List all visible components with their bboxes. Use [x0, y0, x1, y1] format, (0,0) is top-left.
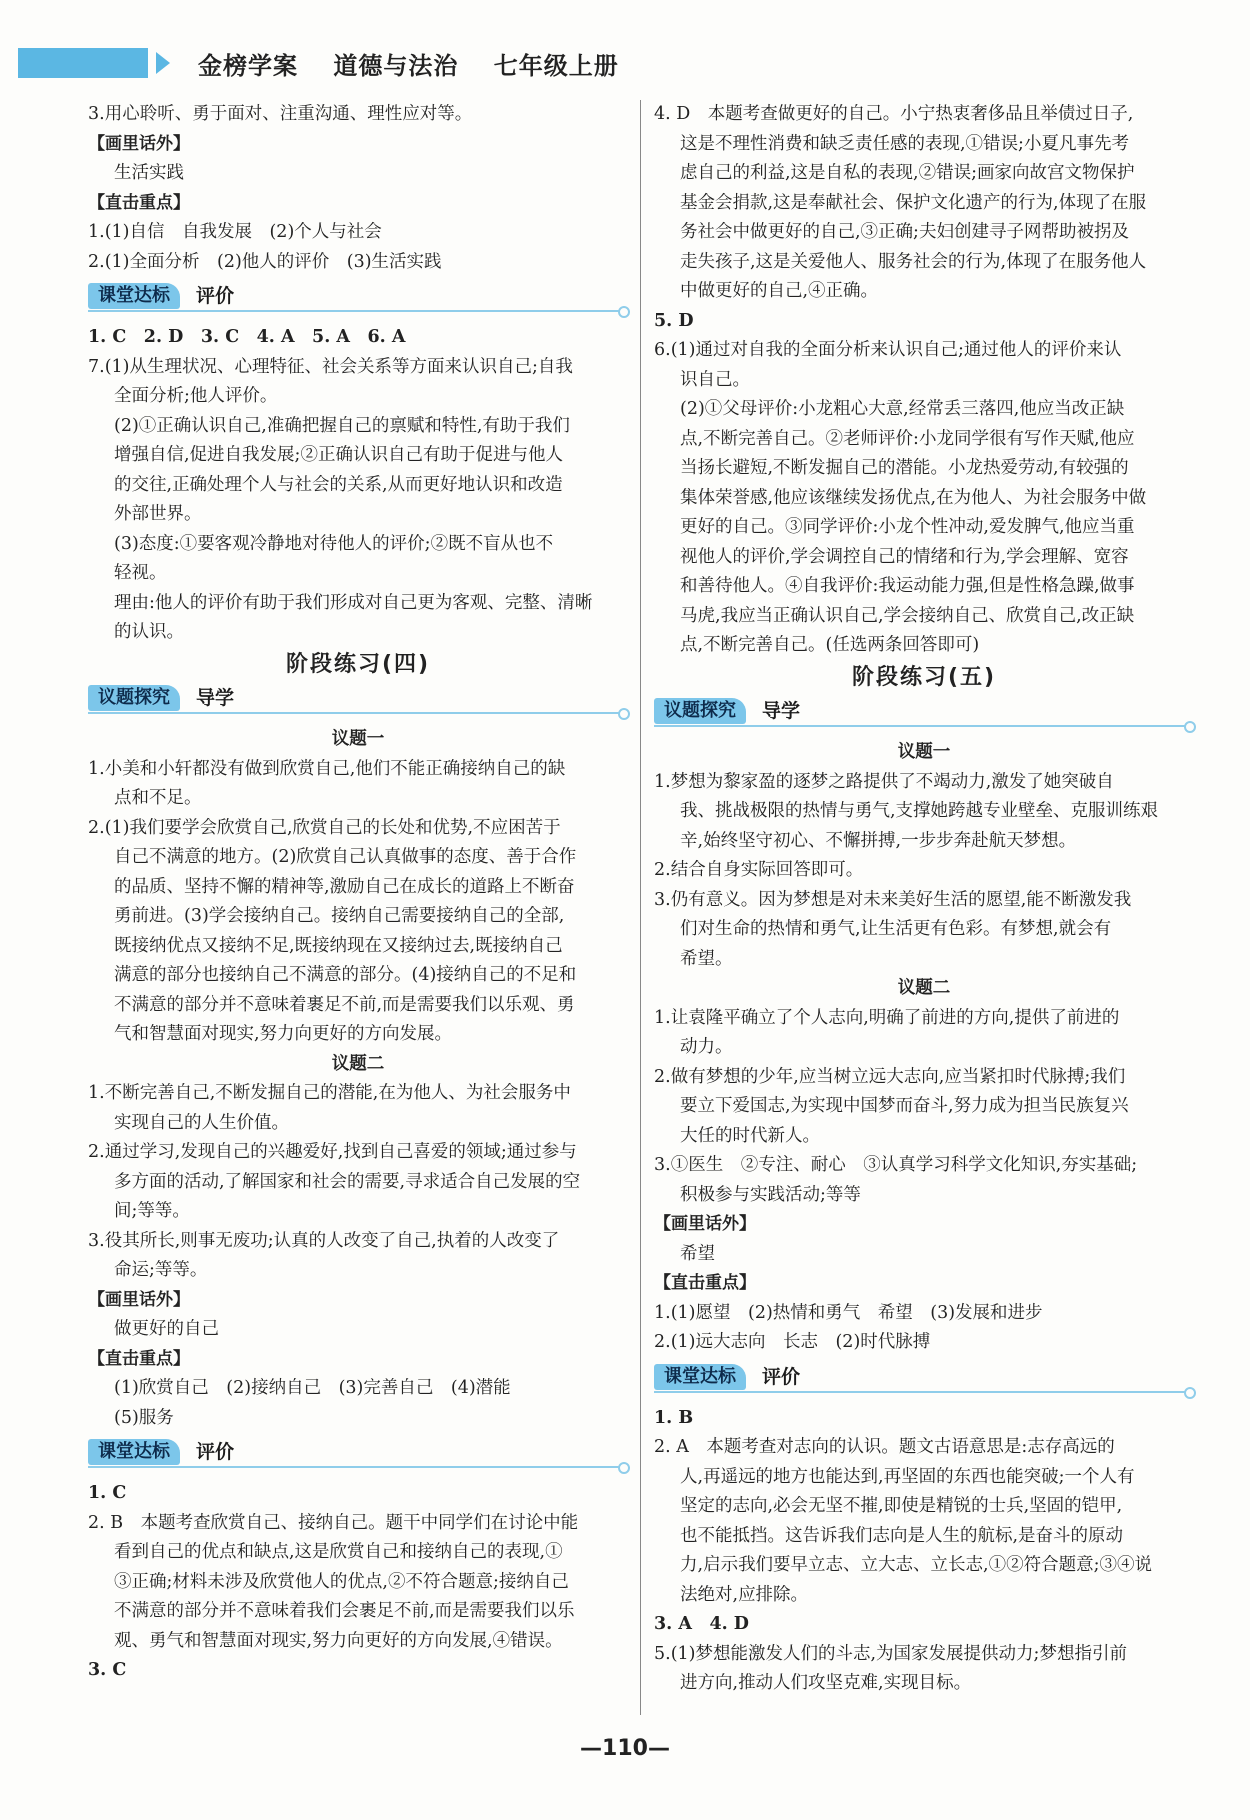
answer-line: 大任的时代新人。: [680, 1125, 820, 1146]
answer-line: 2.(1)远大志向 长志 (2)时代脉搏: [654, 1332, 931, 1352]
banner-tab: 课堂达标: [88, 1439, 180, 1465]
header-arrow-icon: [156, 52, 170, 74]
answer-line: 点,不断完善自己。②老师评价:小龙同学很有写作天赋,他应: [680, 428, 1135, 449]
banner-subtitle: 评价: [196, 285, 235, 307]
topic-title: 议题一: [897, 742, 951, 762]
answer-line: 积极参与实践活动;等等: [680, 1184, 861, 1205]
banner-tab: 课堂达标: [88, 283, 180, 309]
answer-line: 外部世界。: [114, 504, 202, 524]
answer-line: 更好的自己。③同学评价:小龙个性冲动,爱发脾气,他应当重: [680, 517, 1135, 537]
topic-title: 议题二: [897, 978, 951, 998]
banner-underline: [88, 1466, 628, 1468]
banner-tab: 议题探究: [88, 685, 180, 711]
answer-line: 务社会中做更好的自己,③正确;夫妇创建寻子网帮助被拐及: [680, 222, 1129, 242]
answer-line: 进方向,推动人们攻坚克难,实现目标。: [680, 1673, 972, 1693]
answer-line: 这是不理性消费和缺乏责任感的表现,①错误;小夏凡事先考: [680, 133, 1129, 154]
answer-line: 多方面的活动,了解国家和社会的需要,寻求适合自己发展的空: [114, 1171, 581, 1192]
answer-line: 马虎,我应当正确认识自己,学会接纳自己、欣赏自己,改正缺: [680, 605, 1135, 626]
answer-line: 虑自己的利益,这是自私的表现,②错误;画家向故宫文物保护: [680, 163, 1135, 183]
answer-line: 识自己。: [680, 369, 750, 390]
answer-line: 命运;等等。: [114, 1260, 208, 1280]
banner-underline: [88, 712, 628, 714]
answer-line: 2. B 本题考查欣赏自己、接纳自己。题干中同学们在讨论中能: [88, 1512, 579, 1533]
answer-line: 视他人的评价,学会调控自己的情绪和行为,学会理解、宽容: [680, 546, 1129, 567]
answer-line: 2.(1)全面分析 (2)他人的评价 (3)生活实践: [88, 251, 442, 272]
answer-line: 3. C: [88, 1660, 127, 1680]
stage-title: 阶段练习(四): [285, 651, 431, 677]
answer-line: (3)态度:①要客观冷静地对待他人的评价;②既不盲从也不: [114, 533, 554, 554]
section-label: 【画里话外】: [654, 1214, 756, 1234]
answer-line: 1. B: [654, 1407, 694, 1428]
answer-line: 4. D 本题考查做更好的自己。小宁热衷奢侈品且举债过日子,: [654, 104, 1134, 124]
answer-line: 不满意的部分并不意味着我们会裹足不前,而是需要我们以乐: [114, 1601, 575, 1621]
answer-line: 中做更好的自己,④正确。: [680, 281, 879, 301]
banner-dot: [618, 1462, 630, 1474]
answer-line: 3. A 4. D: [654, 1614, 749, 1634]
answer-line: 气和智慧面对现实,努力向更好的方向发展。: [114, 1024, 453, 1044]
answer-line: 轻视。: [114, 563, 167, 583]
answer-line: 动力。: [680, 1037, 733, 1057]
answer-line: 点和不足。: [114, 788, 202, 808]
answer-line: 1.小美和小轩都没有做到欣赏自己,他们不能正确接纳自己的缺: [88, 758, 566, 779]
answer-line: 生活实践: [114, 163, 184, 183]
answer-line: 也不能抵挡。这告诉我们志向是人生的航标,是奋斗的原动: [680, 1525, 1124, 1546]
section-label: 【直击重点】: [88, 192, 190, 213]
banner-underline: [88, 310, 628, 312]
answer-line: 6.(1)通过对自我的全面分析来认识自己;通过他人的评价来认: [654, 340, 1122, 360]
answer-line: 1.不断完善自己,不断发掘自己的潜能,在为他人、为社会服务中: [88, 1083, 571, 1103]
stage-title: 阶段练习(五): [851, 664, 997, 690]
banner-underline: [654, 1391, 1194, 1393]
banner-tab: 课堂达标: [654, 1364, 746, 1390]
answer-line: 3.役其所长,则事无废功;认真的人改变了自己,执着的人改变了: [88, 1230, 560, 1251]
answer-line: 2. A 本题考查对志向的认识。题文古语意思是:志存高远的: [654, 1437, 1115, 1457]
answer-line: 点,不断完善自己。(任选两条回答即可): [680, 635, 980, 655]
left-column: [88, 100, 628, 1686]
subject-name: 道德与法治: [333, 52, 459, 80]
banner-subtitle: 导学: [762, 700, 801, 722]
answer-line: 基金会捐款,这是奉献社会、保护文化遗产的行为,体现了在服: [680, 192, 1147, 213]
answer-line: 2.结合自身实际回答即可。: [654, 860, 864, 880]
answer-line: 法绝对,应排除。: [680, 1584, 809, 1605]
section-label: 【直击重点】: [88, 1348, 190, 1369]
section-banner: [654, 1362, 1194, 1398]
section-label: 【画里话外】: [88, 1289, 190, 1310]
header-color-bar: [18, 48, 148, 78]
section-banner: [88, 1437, 628, 1473]
answer-line: 间;等等。: [114, 1201, 190, 1221]
answer-line: 希望。: [680, 948, 733, 969]
answer-line: 不满意的部分并不意味着裹足不前,而是需要我们以乐观、勇: [114, 994, 575, 1015]
banner-subtitle: 评价: [196, 1441, 235, 1463]
answer-line: 集体荣誉感,他应该继续发扬优点,在为他人、为社会服务中做: [680, 487, 1147, 508]
answer-line: 既接纳优点又接纳不足,既接纳现在又接纳过去,既接纳自己: [114, 935, 563, 956]
right-column: [654, 100, 1194, 1699]
answer-line: 们对生命的热情和勇气,让生活更有色彩。有梦想,就会有: [680, 919, 1112, 939]
banner-dot: [618, 306, 630, 318]
banner-dot: [618, 708, 630, 720]
topic-title: 议题二: [331, 1053, 385, 1074]
answer-line: 1.让袁隆平确立了个人志向,明确了前进的方向,提供了前进的: [654, 1007, 1120, 1028]
answer-line: (2)①父母评价:小龙粗心大意,经常丢三落四,他应当改正缺: [680, 399, 1125, 419]
answer-line: 3.①医生 ②专注、耐心 ③认真学习科学文化知识,夯实基础;: [654, 1155, 1138, 1175]
answer-line: 3.仍有意义。因为梦想是对未来美好生活的愿望,能不断激发我: [654, 889, 1132, 910]
answer-line: 人,再遥远的地方也能达到,再坚固的东西也能突破;一个人有: [680, 1466, 1135, 1487]
answer-line: 满意的部分也接纳自己不满意的部分。(4)接纳自己的不足和: [114, 965, 577, 985]
section-label: 【画里话外】: [88, 133, 190, 154]
answer-line: 3.用心聆听、勇于面对、注重沟通、理性应对等。: [88, 104, 473, 124]
topic-title: 议题一: [331, 729, 385, 749]
answer-line: 勇前进。(3)学会接纳自己。接纳自己需要接纳自己的全部,: [114, 906, 565, 926]
answer-line: 1.(1)愿望 (2)热情和勇气 希望 (3)发展和进步: [654, 1302, 1043, 1323]
answer-line: 和善待他人。④自我评价:我运动能力强,但是性格急躁,做事: [680, 576, 1135, 596]
answer-line: (2)①正确认识自己,准确把握自己的禀赋和特性,有助于我们: [114, 415, 570, 436]
answer-line: ③正确;材料未涉及欣赏他人的优点,②不符合题意;接纳自己: [114, 1571, 569, 1592]
header-titles: [198, 46, 645, 81]
answer-line: 增强自信,促进自我发展;②正确认识自己有助于促进与他人: [114, 445, 563, 465]
answer-line: 2.(1)我们要学会欣赏自己,欣赏自己的长处和优势,不应困苦于: [88, 817, 561, 838]
answer-line: 当扬长避短,不断发掘自己的潜能。小龙热爱劳动,有较强的: [680, 458, 1129, 478]
banner-underline: [654, 725, 1194, 727]
banner-tab: 议题探究: [654, 698, 746, 724]
answer-line: 5.(1)梦想能激发人们的斗志,为国家发展提供动力;梦想指引前: [654, 1643, 1127, 1664]
answer-line: 我、挑战极限的热情与勇气,支撑她跨越专业壁垒、克服训练艰: [680, 801, 1159, 821]
page-header: [0, 0, 1250, 80]
column-divider: [640, 100, 641, 1715]
answer-line: 1.(1)自信 自我发展 (2)个人与社会: [88, 222, 382, 242]
banner-dot: [1184, 721, 1196, 733]
answer-line: 观、勇气和智慧面对现实,努力向更好的方向发展,④错误。: [114, 1630, 563, 1651]
brand-name: 金榜学案: [198, 52, 298, 80]
answer-line: 走失孩子,这是关爱他人、服务社会的行为,体现了在服务他人: [680, 251, 1147, 272]
answer-line: 的品质、坚持不懈的精神等,激励自己在成长的道路上不断奋: [114, 876, 575, 897]
answer-line: 力,启示我们要早立志、立大志、立长志,①②符合题意;③④说: [680, 1555, 1153, 1575]
answer-line: 坚定的志向,必会无坚不摧,即使是精锐的士兵,坚固的铠甲,: [680, 1496, 1123, 1516]
answer-line: 要立下爱国志,为实现中国梦而奋斗,努力成为担当民族复兴: [680, 1096, 1129, 1116]
answer-line: 自己不满意的地方。(2)欣赏自己认真做事的态度、善于合作: [114, 847, 577, 867]
answer-line: 希望: [680, 1243, 715, 1264]
banner-dot: [1184, 1387, 1196, 1399]
answer-line: 辛,始终坚守初心、不懈拼搏,一步步奔赴航天梦想。: [680, 830, 1077, 851]
section-banner: [88, 683, 628, 719]
page-number: —110—: [580, 1736, 670, 1761]
answer-line: 的交往,正确处理个人与社会的关系,从而更好地认识和改造: [114, 474, 563, 495]
answer-line: 2.通过学习,发现自己的兴趣爱好,找到自己喜爱的领域;通过参与: [88, 1142, 577, 1162]
section-banner: [88, 281, 628, 317]
answer-line: 看到自己的优点和缺点,这是欣赏自己和接纳自己的表现,①: [114, 1542, 563, 1562]
answer-line: 1. C: [88, 1483, 127, 1503]
grade-name: 七年级上册: [493, 52, 619, 80]
answer-line: (1)欣赏自己 (2)接纳自己 (3)完善自己 (4)潜能: [114, 1378, 511, 1398]
answer-line: 2.做有梦想的少年,应当树立远大志向,应当紧扣时代脉搏;我们: [654, 1066, 1126, 1087]
answer-line: 1.梦想为黎家盈的逐梦之路提供了不竭动力,激发了她突破自: [654, 771, 1114, 792]
answer-line: 理由:他人的评价有助于我们形成对自己更为客观、完整、清晰: [114, 592, 593, 613]
answer-line: 做更好的自己: [114, 1319, 219, 1339]
answer-line: 全面分析;他人评价。: [114, 386, 278, 406]
answer-line: 7.(1)从生理状况、心理特征、社会关系等方面来认识自己;自我: [88, 356, 573, 377]
answer-line: 1. C 2. D 3. C 4. A 5. A 6. A: [88, 327, 406, 347]
answer-line: 的认识。: [114, 622, 184, 642]
answer-line: 5. D: [654, 310, 694, 331]
answer-line: 实现自己的人生价值。: [114, 1112, 289, 1133]
section-banner: [654, 696, 1194, 732]
answer-line: (5)服务: [114, 1407, 174, 1428]
banner-subtitle: 评价: [762, 1365, 801, 1388]
banner-subtitle: 导学: [196, 687, 235, 709]
section-label: 【直击重点】: [654, 1273, 756, 1293]
